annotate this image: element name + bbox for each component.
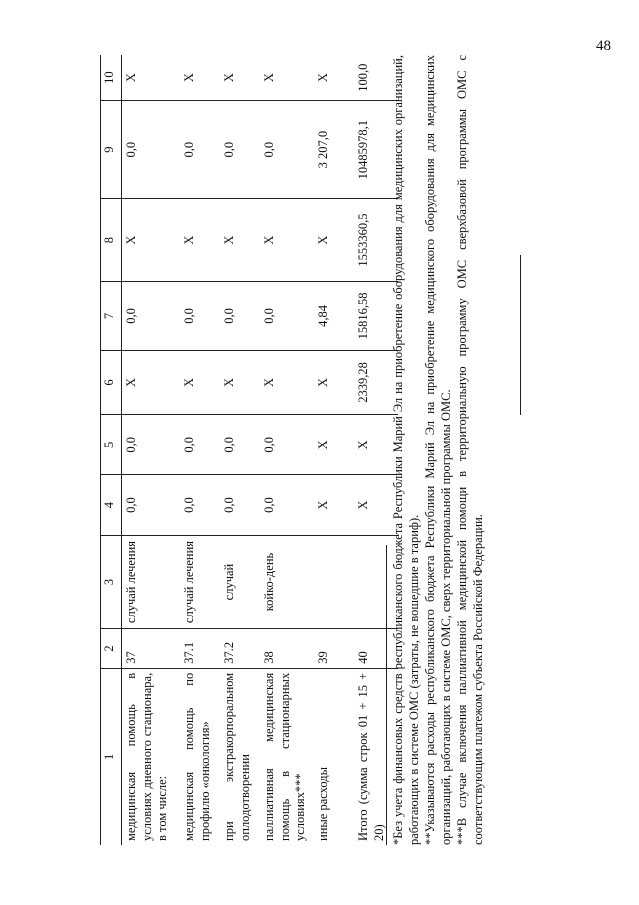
cell-8: X <box>180 199 220 282</box>
cell-7: 0,0 <box>220 282 260 351</box>
cell-7: 4,84 <box>314 282 354 351</box>
cell-8: X <box>122 199 181 282</box>
cell-4: 0,0 <box>180 475 220 535</box>
col-number-7: 7 <box>101 282 122 351</box>
cell-8: 1553360,5 <box>354 199 398 282</box>
cell-6: X <box>220 350 260 414</box>
table-row <box>220 55 260 845</box>
cell-9: 10485978,1 <box>354 101 398 199</box>
table-row <box>180 55 220 845</box>
col-number-5: 5 <box>101 415 122 475</box>
cell-10: 100,0 <box>354 55 398 101</box>
cell-6: X <box>314 350 354 414</box>
row-label: медицинская помощь по профилю «онкология» <box>182 672 212 841</box>
row-code: 37 <box>122 629 181 669</box>
cell-9: 0,0 <box>220 101 260 199</box>
row-code: 38 <box>260 629 314 669</box>
col-number-9: 9 <box>101 101 122 199</box>
cell-4: 0,0 <box>260 475 314 535</box>
row-code: 37.2 <box>220 629 260 669</box>
col-number-2: 2 <box>101 629 122 669</box>
cell-10: X <box>180 55 220 101</box>
table-header-row <box>101 55 122 845</box>
col-number-3: 3 <box>101 535 122 629</box>
row-code: 37.1 <box>180 629 220 669</box>
cell-9: 0,0 <box>180 101 220 199</box>
col-number-4: 4 <box>101 475 122 535</box>
footnote-2: **Указываются расходы республиканского бюджета Республики Марий Эл на приобретение медицинского оборудования для медицинских организаций, работающих в системе ОМС, сверх территориальной программы ОМС. <box>423 55 453 845</box>
row-label: иные расходы <box>316 766 330 841</box>
cell-7: 0,0 <box>260 282 314 351</box>
rotated-page-content <box>100 55 620 845</box>
cell-10: X <box>314 55 354 101</box>
cell-9: 3 207,0 <box>314 101 354 199</box>
cell-9: 0,0 <box>260 101 314 199</box>
cell-9: 0,0 <box>122 101 181 199</box>
row-unit: случай лечения <box>180 535 220 629</box>
table-row <box>260 55 314 845</box>
cell-5: X <box>314 415 354 475</box>
cell-6: X <box>260 350 314 414</box>
cell-5: 0,0 <box>180 415 220 475</box>
cell-8: X <box>260 199 314 282</box>
footnote-1: *Без учета финансовых средств республиканского бюджета Республики Марий Эл на приобретение оборудования для медицинских организаций, работающих в системе ОМС (затраты, не вошедшие в тариф). <box>391 55 421 845</box>
col-number-6: 6 <box>101 350 122 414</box>
cell-6: X <box>180 350 220 414</box>
row-label: паллиативная медицинская помощь в стационарных условиях*** <box>262 672 308 841</box>
cell-10: X <box>260 55 314 101</box>
row-unit <box>314 535 354 629</box>
table-row <box>122 55 181 845</box>
cell-4: X <box>354 475 398 535</box>
cell-4: 0,0 <box>220 475 260 535</box>
col-number-8: 8 <box>101 199 122 282</box>
cell-4: X <box>314 475 354 535</box>
cell-6: 2339,28 <box>354 350 398 414</box>
row-unit: случай лечения <box>122 535 181 629</box>
page-number: 48 <box>596 38 611 54</box>
footnotes <box>390 55 486 845</box>
cell-5: 0,0 <box>220 415 260 475</box>
row-label: Итого (сумма строк 01 + 15 + 20) <box>356 672 386 841</box>
cell-10: X <box>122 55 181 101</box>
row-code: 39 <box>314 629 354 669</box>
cell-4: 0,0 <box>122 475 181 535</box>
cell-8: X <box>220 199 260 282</box>
cell-8: X <box>314 199 354 282</box>
footnote-divider <box>386 545 387 845</box>
expenses-table <box>100 55 398 845</box>
cell-5: 0,0 <box>260 415 314 475</box>
cell-5: X <box>354 415 398 475</box>
cell-7: 15816,58 <box>354 282 398 351</box>
footnote-3: ***В случае включения паллиативной медицинской помощи в территориальную программу ОМС сверхбазовой программы ОМС с соответствующим платежом субъекта Российской Федерации. <box>455 55 485 845</box>
row-label: медицинская помощь в условиях дневного стационара, в том числе: <box>124 672 170 841</box>
table-row <box>314 55 354 845</box>
row-code: 40 <box>354 629 398 669</box>
col-number-1: 1 <box>101 668 122 845</box>
row-unit: случай <box>220 535 260 629</box>
row-unit: койко-день <box>260 535 314 629</box>
separator-line <box>520 255 521 415</box>
col-number-10: 10 <box>101 55 122 101</box>
row-label: при экстракорпоральном оплодотворении <box>222 672 252 841</box>
cell-7: 0,0 <box>122 282 181 351</box>
cell-5: 0,0 <box>122 415 181 475</box>
cell-7: 0,0 <box>180 282 220 351</box>
cell-6: X <box>122 350 181 414</box>
cell-10: X <box>220 55 260 101</box>
